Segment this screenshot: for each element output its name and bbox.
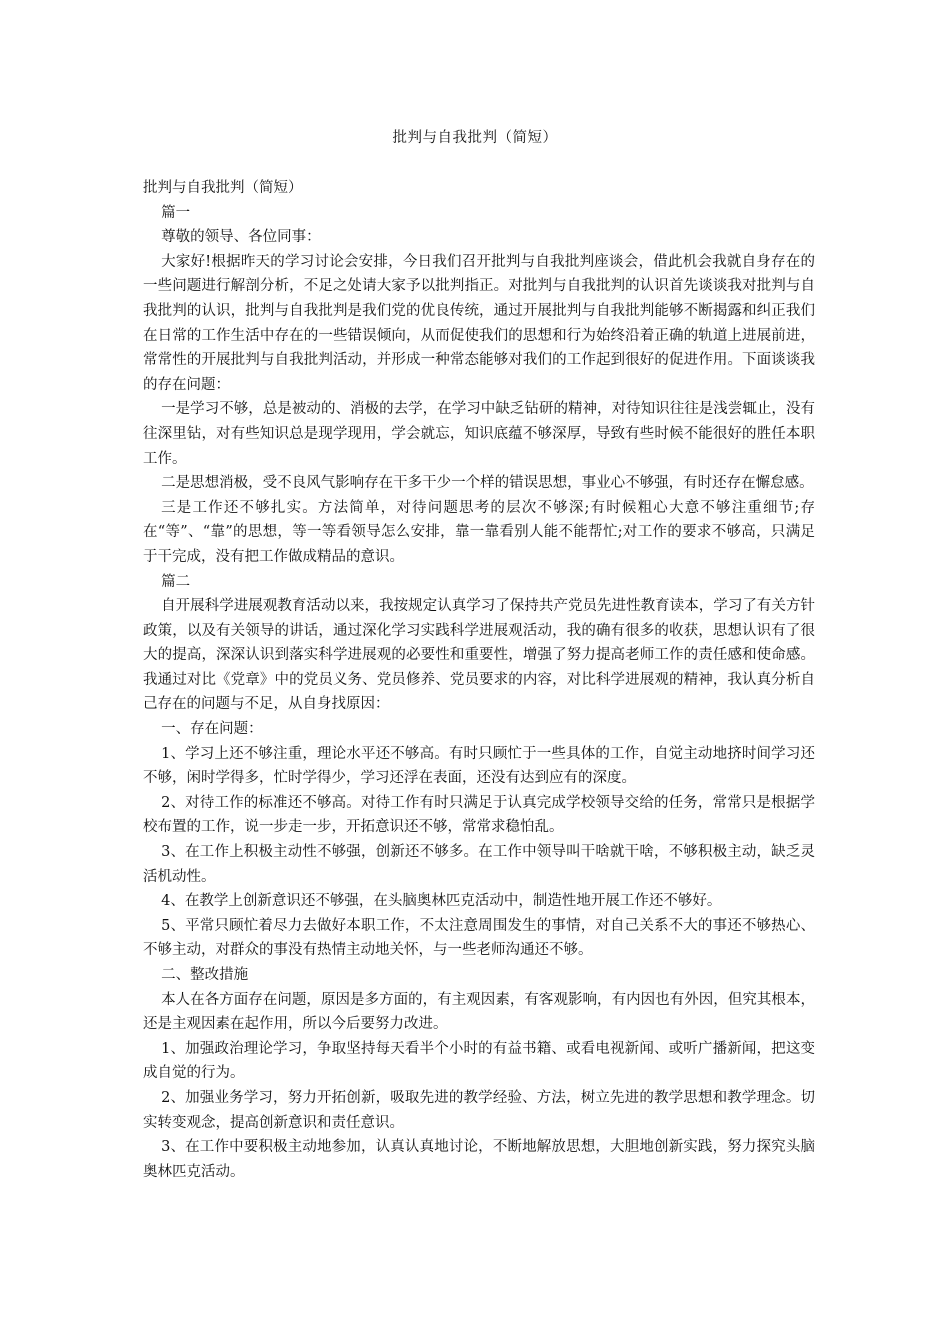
list-item: 3、在工作中要积极主动地参加，认真认真地讨论，不断地解放思想，大胆地创新实践，努力探究头脑奥林匹克活动。 — [143, 1139, 815, 1180]
list-item: 5、平常只顾忙着尽力去做好本职工作，不太注意周围发生的事情，对自己关系不大的事还不够热心、不够主动，对群众的事没有热情主动地关怀，与一些老师沟通还不够。 — [143, 917, 815, 959]
list-item: 2、对待工作的标准还不够高。对待工作有时只满足于认真完成学校领导交给的任务，常常只是根据学校布置的工作，说一步走一步，开拓意识还不够，常常求稳怕乱。 — [143, 794, 815, 836]
paragraph: 自开展科学进展观教育活动以来，我按规定认真学习了保持共产党员先进性教育读本，学习了有关方针政策，以及有关领导的讲话，通过深化学习实践科学进展观活动，我的确有很多的收获，思想认识有了很大的提高，深深认识到落实科学进展观的必要性和重要性，增强了努力提高老师工作的责任感和使命感。我通过对比《党章》中的党员义务、党员修养、党员要求的内容，对比科学进展观的精神，我认真分析自己存在的问题与不足，从自身找原因： — [143, 598, 815, 713]
list-item: 1、学习上还不够注重，理论水平还不够高。有时只顾忙于一些具体的工作，自觉主动地挤时间学习还不够，闲时学得多，忙时学得少，学习还浮在表面，还没有达到应有的深度。 — [143, 745, 815, 787]
paragraph: 大家好!根据昨天的学习讨论会安排，今日我们召开批判与自我批判座谈会，借此机会我就自身存在的一些问题进行解剖分析，不足之处请大家予以批判指正。对批判与自我批判的认识首先谈谈我对批判与自我批判的认识，批判与自我批判是我们党的优良传统，通过开展批判与自我批判能够不断揭露和纠正我们在日常的工作生活中存在的一些错误倾向，从而促使我们的思想和行为始终沿着正确的轨道上进展前进，常常性的开展批判与自我批判活动，并形成一种常态能够对我们的工作起到很好的促进作用。下面谈谈我的存在问题： — [143, 253, 815, 393]
document-title: 批判与自我批判（简短） — [392, 130, 558, 146]
subheading-problems: 一、存在问题： — [161, 721, 263, 738]
paragraph: 二是思想消极，受不良风气影响存在干多干少一个样的错误思想，事业心不够强，有时还存在懈怠感。 — [161, 475, 814, 492]
paragraph: 一是学习不够，总是被动的、消极的去学，在学习中缺乏钻研的精神，对待知识往往是浅尝辄止，没有往深里钻，对有些知识总是现学现用，学会就忘，知识底蕴不够深厚，导致有些时候不能很好的胜任本职工作。 — [143, 401, 815, 467]
section-label-part-two: 篇二 — [161, 573, 191, 590]
subheading-measures: 二、整改措施 — [161, 967, 249, 983]
paragraph: 本人在各方面存在问题，原因是多方面的，有主观因素，有客观影响，有内因也有外因，但究其根本，还是主观因素在起作用，所以今后要努力改进。 — [143, 991, 815, 1033]
document-body — [143, 176, 815, 1184]
body-heading: 批判与自我批判（简短） — [143, 180, 303, 196]
paragraph: 三是工作还不够扎实。方法简单，对待问题思考的层次不够深;有时候粗心大意不够注重细节;存在“等”、“靠”的思想，等一等看领导怎么安排，靠一靠看别人能不能帮忙;对工作的要求不够高，只满足于干完成，没有把工作做成精品的意识。 — [143, 499, 815, 565]
salutation: 尊敬的领导、各位同事： — [161, 229, 321, 246]
list-item: 4、在教学上创新意识还不够强，在头脑奥林匹克活动中，制造性地开展工作还不够好。 — [161, 893, 722, 910]
list-item: 2、加强业务学习，努力开拓创新，吸取先进的教学经验、方法，树立先进的教学思想和教学理念。切实转变观念，提高创新意识和责任意识。 — [143, 1089, 815, 1131]
section-label-part-one: 篇一 — [161, 204, 191, 221]
list-item: 1、加强政治理论学习，争取坚持每天看半个小时的有益书籍、或看电视新闻、或听广播新闻，把这变成自觉的行为。 — [143, 1040, 815, 1082]
list-item: 3、在工作上积极主动性不够强，创新还不够多。在工作中领导叫干啥就干啥，不够积极主动，缺乏灵活机动性。 — [143, 844, 815, 885]
